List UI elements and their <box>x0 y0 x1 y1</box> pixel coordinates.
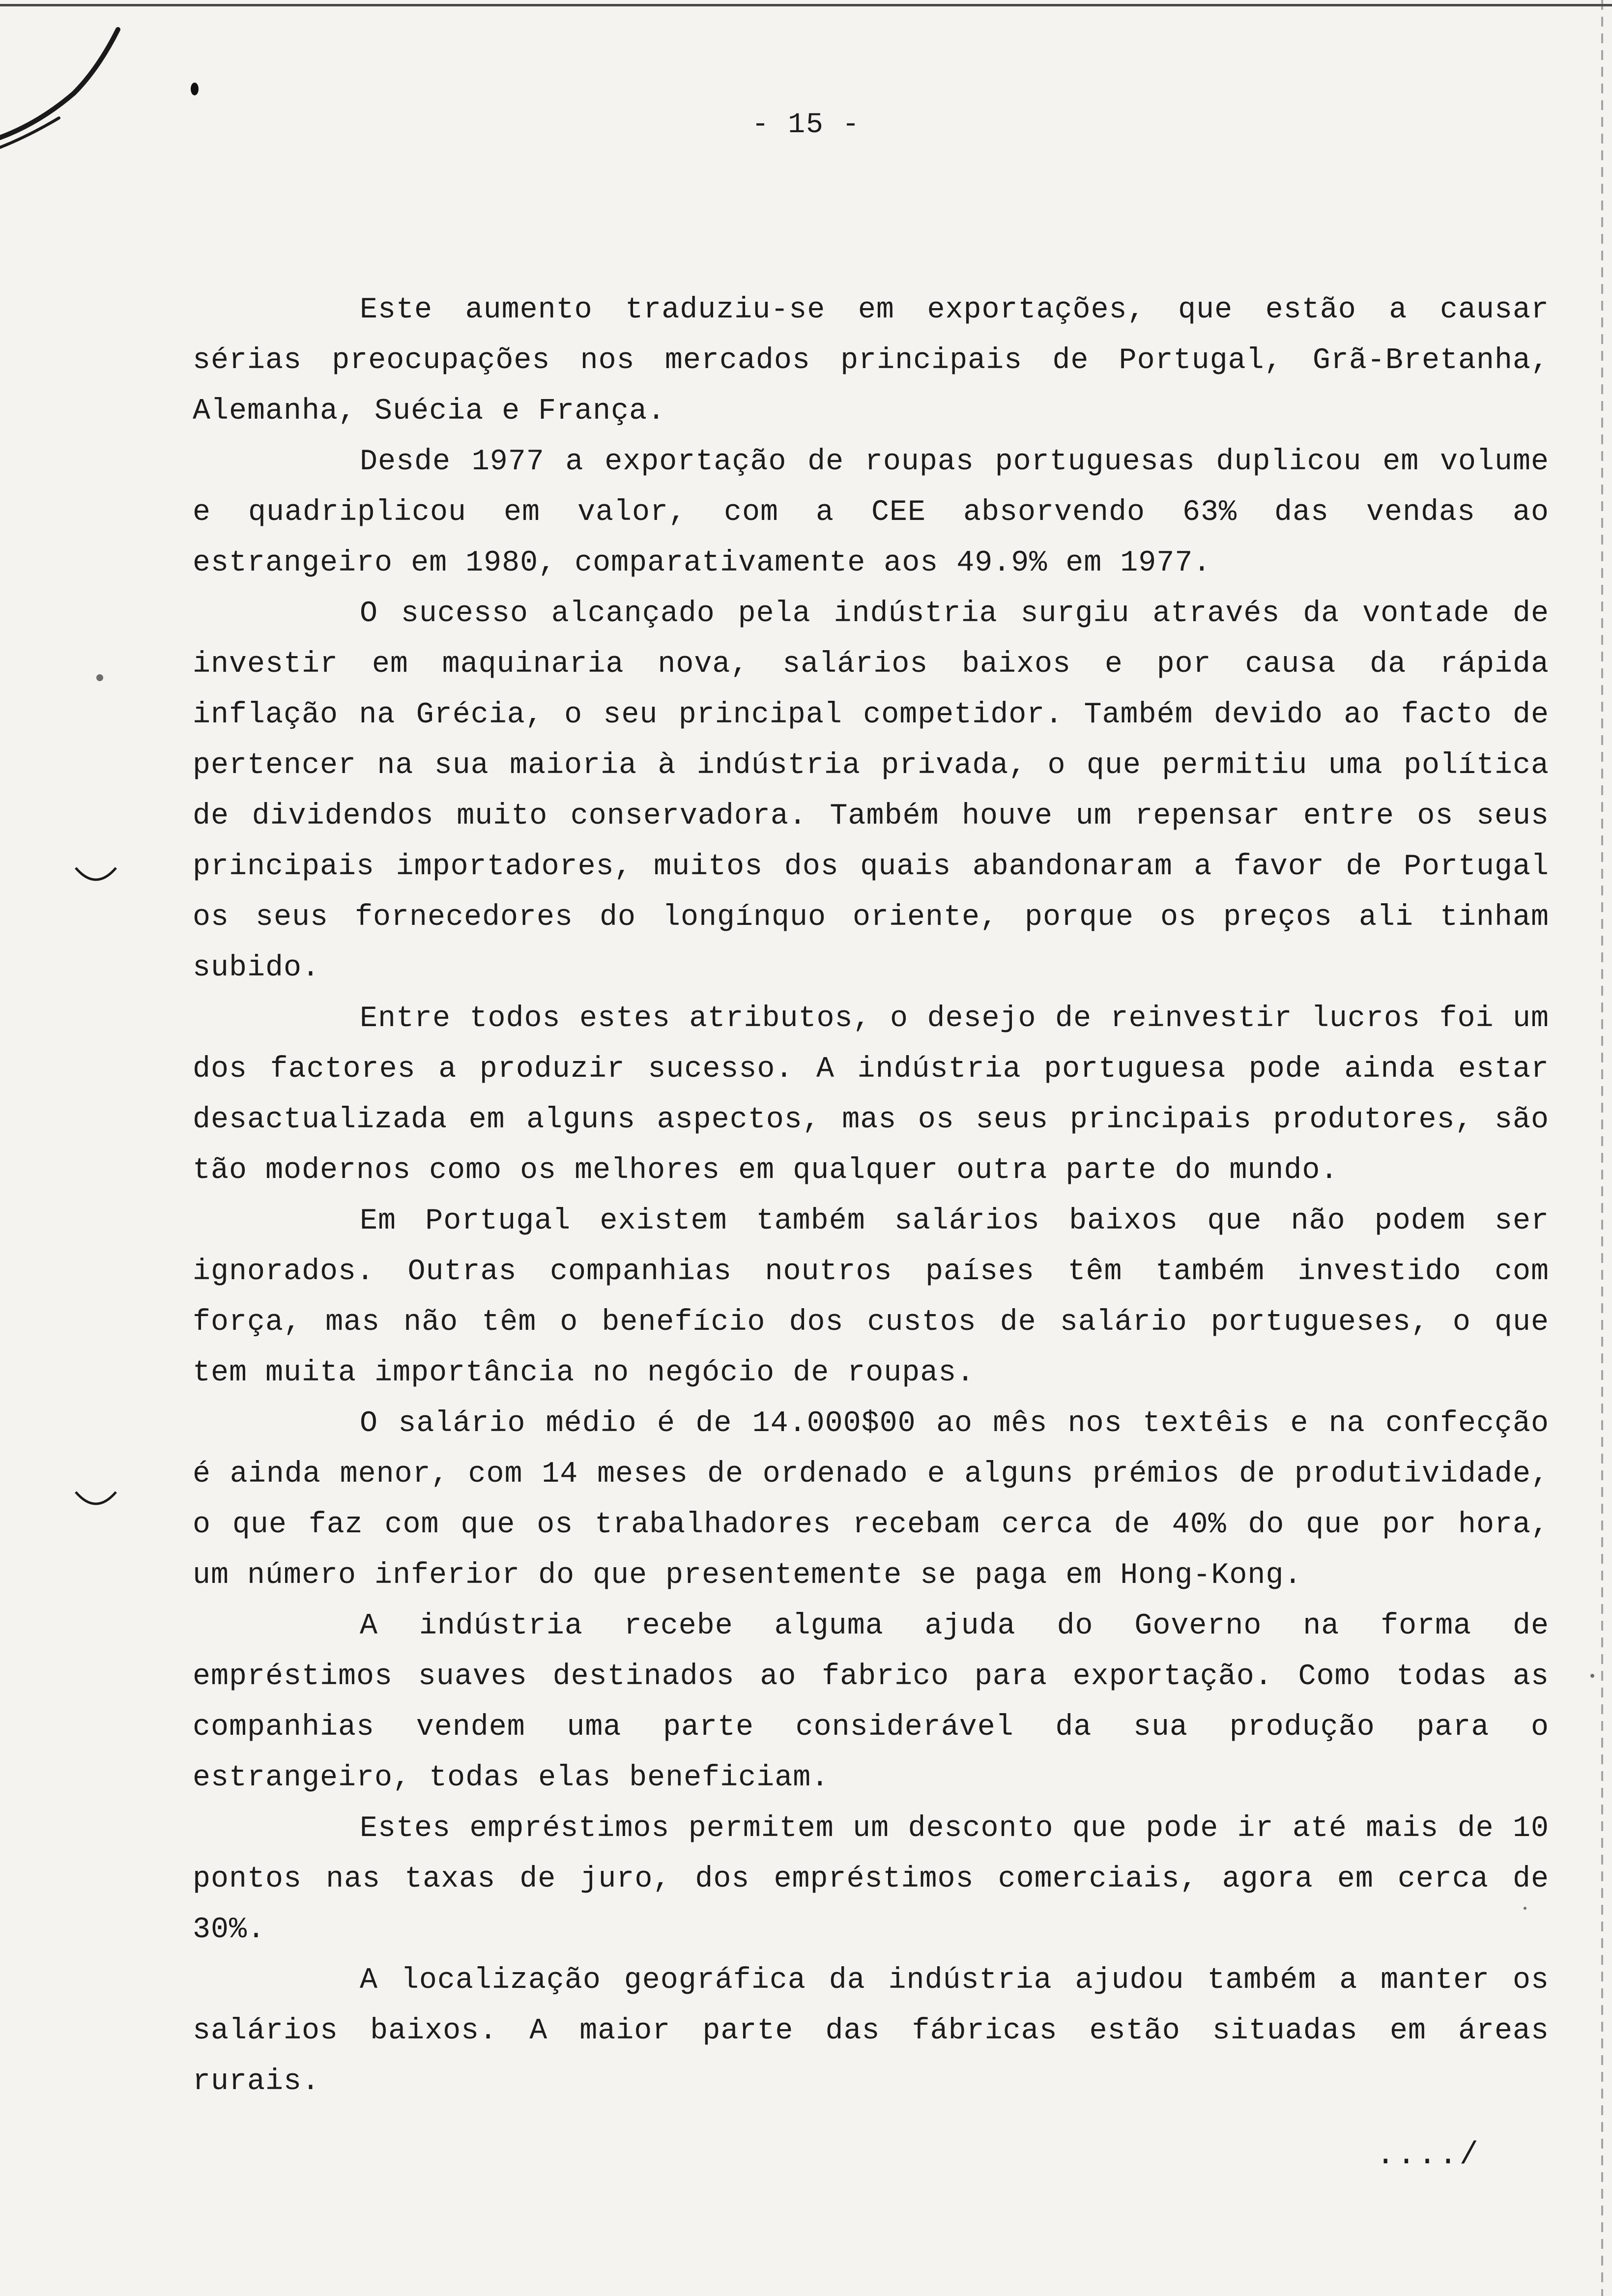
scan-speck <box>1590 1674 1594 1678</box>
scan-speck <box>96 674 103 681</box>
paragraph: A localização geográfica da indústria ajudou também a manter os salários baixos. A maior parte das fábricas estão situadas em áreas rurais. <box>193 1964 1549 2098</box>
ink-dot-mark <box>191 83 199 95</box>
paragraph: Desde 1977 a exportação de roupas portuguesas duplicou em volume e quadriplicou em valor, com a CEE absorvendo 63% das vendas ao estrangeiro em 1980, comparativamente aos 49.9% em 1977. <box>193 445 1549 580</box>
punch-hole-mark <box>74 865 118 887</box>
continuation-mark: ..../ <box>1376 2138 1481 2173</box>
scan-top-border <box>0 4 1612 6</box>
scan-right-edge <box>1601 0 1603 2296</box>
paragraph: O sucesso alcançado pela indústria surgiu através da vontade de investir em maquinaria nova, salários baixos e por causa da rápida inflação na Grécia, o seu principal competidor. Também devido ao facto de pertencer na sua maioria à indústria privada, o que permitiu uma política de dividendos muito conservadora. Também houve um repensar entre os seus principais importadores, muitos dos quais abandonaram a favor de Portugal os seus fornecedores do longínquo oriente, porque os preços ali tinham subido. <box>193 597 1549 985</box>
paragraph: O salário médio é de 14.000$00 ao mês nos textêis e na confecção é ainda menor, com 14 meses de ordenado e alguns prémios de produtividade, o que faz com que os trabalhadores recebam cerca de 40% do que por hora, um número inferior do que presentemente se paga em Hong-Kong. <box>193 1407 1549 1592</box>
paragraph: Este aumento traduziu-se em exportações, que estão a causar sérias preocupações nos mercados principais de Portugal, Grã-Bretanha, Alemanha, Suécia e França. <box>193 293 1549 428</box>
paragraph: Em Portugal existem também salários baixos que não podem ser ignorados. Outras companhias noutros países têm também investido com força, mas não têm o benefício dos custos de salário portugueses, o que tem muita importância no negócio de roupas. <box>193 1205 1549 1390</box>
body-text <box>193 285 1549 2107</box>
paragraph: A indústria recebe alguma ajuda do Governo na forma de empréstimos suaves destinados ao fabrico para exportação. Como todas as companhias vendem uma parte considerável da sua produção para o estrangeiro, todas elas beneficiam. <box>193 1609 1549 1795</box>
punch-hole-mark <box>74 1489 118 1511</box>
paragraph: Entre todos estes atributos, o desejo de reinvestir lucros foi um dos factores a produzir sucesso. A indústria portuguesa pode ainda estar desactualizada em alguns aspectos, mas os seus principais produtores, são tão modernos como os melhores em qualquer outra parte do mundo. <box>193 1002 1549 1187</box>
page-number: - 15 - <box>751 109 861 141</box>
pen-stroke-mark <box>0 20 128 157</box>
paragraph: Estes empréstimos permitem um desconto que pode ir até mais de 10 pontos nas taxas de juro, dos empréstimos comerciais, agora em cerca de 30%. <box>193 1812 1549 1947</box>
